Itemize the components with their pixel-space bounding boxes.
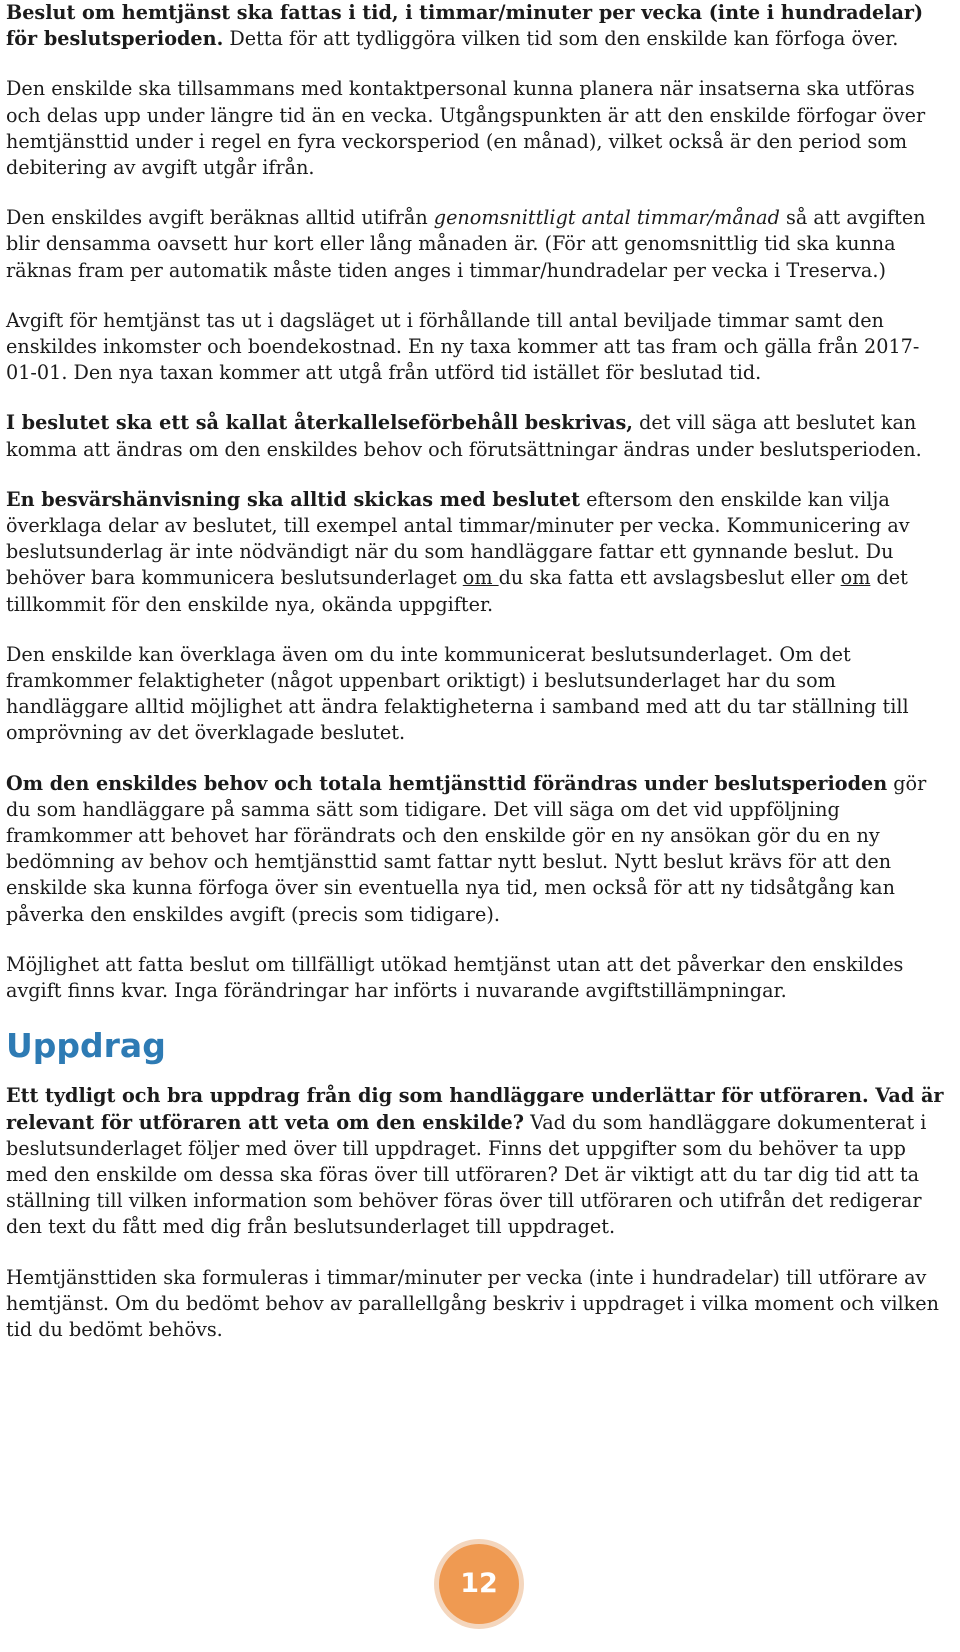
paragraph-fee-calculation xyxy=(6,205,950,284)
paragraph-decision-time xyxy=(6,0,950,52)
paragraph-text: så att avgiften blir densamma oavsett hur kort eller lång månaden är. (För att genomsnittlig tid ska kunna räknas fram per automatik måste tiden anges i timmar/hundradelar per vecka i Treserva.) xyxy=(6,206,926,282)
paragraph-appeal-errors: Den enskilde kan överklaga även om du inte kommunicerat beslutsunderlaget. Om det framkommer felaktigheter (något uppenbart oriktigt) i beslutsunderlaget har du som handläggare alltid möjlighet att ändra felaktigheterna i samband med att du tar ställning till omprövning av det överklagade beslutet. xyxy=(6,642,909,745)
paragraph-text: du ska fatta ett avslagsbeslut eller xyxy=(498,566,841,590)
bold-statement: En besvärshänvisning ska alltid skickas med beslutet xyxy=(6,487,580,511)
page-number: 12 xyxy=(439,1544,519,1624)
bold-statement: Ett tydligt och bra uppdrag från dig som handläggare underlättar för utföraren. Vad är relevant för utföraren att veta om den enskilde? xyxy=(6,1084,944,1134)
paragraph-text: eftersom den enskilde kan vilja överklaga delar av beslutet, till exempel antal timmar/minuter per vecka. Kommunicering av beslutsunderlag är inte nödvändigt när du som handläggare fattar ett gynnande beslut. Du behöver bara kommunicera beslutsunderlaget xyxy=(6,487,910,590)
paragraph-text: det vill säga att beslutet kan komma att ändras om den enskildes behov och förutsättningar ändras under beslutsperioden. xyxy=(6,411,922,461)
paragraph-time-formulation: Hemtjänsttiden ska formuleras i timmar/minuter per vecka (inte i hundradelar) till utförare av hemtjänst. Om du bedömt behov av parallellgång beskriv i uppdraget i vilka moment och vilken tid du bedömt behövs. xyxy=(6,1265,939,1341)
paragraph-appeal-instructions xyxy=(6,487,950,618)
paragraph-assignment xyxy=(6,1083,950,1240)
paragraph-revocation-clause xyxy=(6,410,950,462)
paragraph-text: gör du som handläggare på samma sätt som tidigare. Det vill säga om det vid uppföljning framkommer att behovet har förändrats och den enskilde gör en ny ansökan gör du en ny bedömning av behov och hemtjänsttid samt fattar nytt beslut. Nytt beslut krävs för att den enskilde ska kunna förfoga över sin eventuella nya tid, men också för att ny tidsåtgång kan påverka den enskildes avgift (precis som tidigare). xyxy=(6,771,927,926)
bold-statement: Beslut om hemtjänst ska fattas i tid, i timmar/minuter per vecka (inte i hundradelar) för beslutsperioden. xyxy=(6,1,924,51)
paragraph-temporary-increase: Möjlighet att fatta beslut om tillfälligt utökad hemtjänst utan att det påverkar den enskildes avgift finns kvar. Inga förändringar har införts i nuvarande avgiftstillämpningar. xyxy=(6,952,904,1003)
bold-statement: I beslutet ska ett så kallat återkallelseförbehåll beskrivas, xyxy=(6,411,633,435)
italic-term: genomsnittligt antal timmar/månad xyxy=(433,206,780,230)
underlined-word: om xyxy=(840,566,871,590)
underlined-word: om xyxy=(462,566,499,590)
document-page xyxy=(6,0,950,1343)
page-number-badge xyxy=(434,1539,524,1629)
paragraph-text: det tillkommit för den enskilde nya, okända uppgifter. xyxy=(6,566,908,616)
section-heading: Uppdrag xyxy=(6,1026,166,1066)
paragraph-planning: Den enskilde ska tillsammans med kontaktpersonal kunna planera när insatserna ska utföras och delas upp under längre tid än en vecka. Utgångspunkten är att den enskilde förfogar över hemtjänsttid under i regel en fyra veckorsperiod (en månad), vilket också är den period som debitering av avgift utgår ifrån. xyxy=(6,77,926,180)
paragraph-fee-tariff: Avgift för hemtjänst tas ut i dagsläget ut i förhållande till antal beviljade timmar samt den enskildes inkomster och boendekostnad. En ny taxa kommer att tas fram och gälla från 2017-01-01. Den nya taxan kommer att utgå från utförd tid istället för beslutad tid. xyxy=(6,308,920,385)
bold-statement: Om den enskildes behov och totala hemtjänsttid förändras under beslutsperioden xyxy=(6,771,888,795)
paragraph-changed-needs xyxy=(6,771,950,928)
paragraph-text: Vad du som handläggare dokumenterat i beslutsunderlaget följer med över till uppdraget. Finns det uppgifter som du behöver ta upp med den enskilde om dessa ska föras över till utföraren? Det är viktigt att du tar dig tid att ta ställning till vilken information som behöver föras över till utföraren och utifrån det redigerar den text du fått med dig från beslutsunderlaget till uppdraget. xyxy=(6,1110,927,1239)
paragraph-text: Detta för att tydliggöra vilken tid som den enskilde kan förfoga över. xyxy=(223,27,899,51)
paragraph-text: Den enskildes avgift beräknas alltid utifrån xyxy=(6,206,434,230)
